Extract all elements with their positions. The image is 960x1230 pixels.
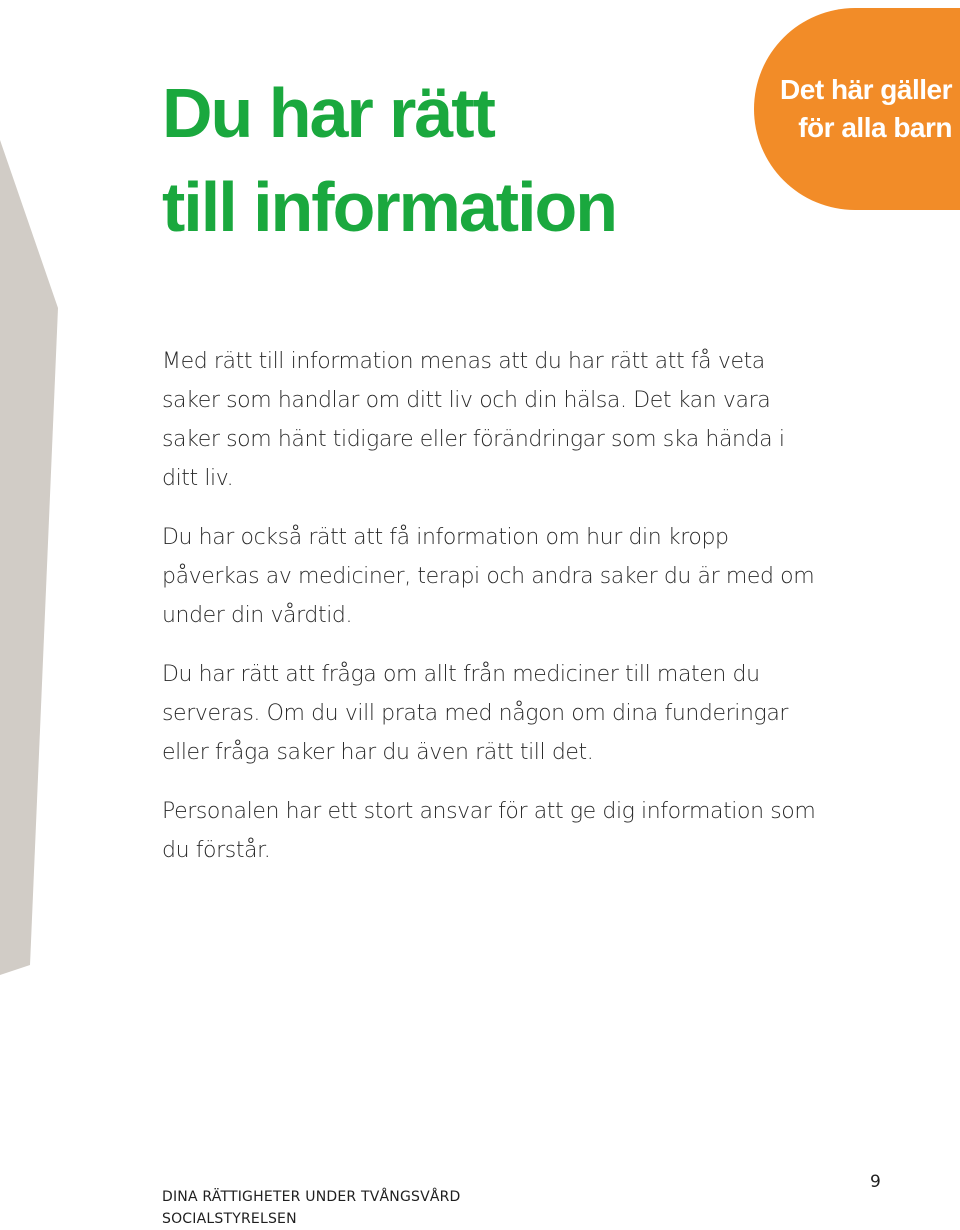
body-text — [162, 342, 822, 890]
page-title-line-1: Du har rätt — [162, 74, 494, 152]
page-number: 9 — [870, 1172, 881, 1192]
page-title-line-2: till information — [162, 168, 617, 246]
paragraph: Du har också rätt att få information om hur din kropp påverkas av mediciner, terapi och andra saker du är med om under din vårdtid. — [162, 525, 815, 628]
paragraph: Med rätt till information menas att du har rätt att få veta saker som handlar om ditt liv och din hälsa. Det kan vara saker som hänt tidigare eller förändringar som ska hända i ditt liv. — [162, 349, 785, 491]
paragraph: Du har rätt att fråga om allt från mediciner till maten du serveras. Om du vill prata med någon om dina funderingar eller fråga saker har du även rätt till det. — [162, 662, 789, 765]
audience-badge — [754, 8, 960, 210]
decorative-side-shape — [0, 0, 70, 1226]
badge-line-2: för alla barn — [798, 112, 952, 143]
paragraph: Personalen har ett stort ansvar för att ge dig information som du förstår. — [162, 799, 816, 863]
gray-side-band — [0, 140, 58, 975]
page-title — [162, 66, 616, 254]
footer-publisher: SOCIALSTYRELSEN — [162, 1211, 297, 1227]
badge-line-1: Det här gäller — [780, 74, 952, 105]
footer — [162, 1186, 461, 1230]
footer-publication-title: DINA RÄTTIGHETER UNDER TVÅNGSVÅRD — [162, 1189, 461, 1205]
